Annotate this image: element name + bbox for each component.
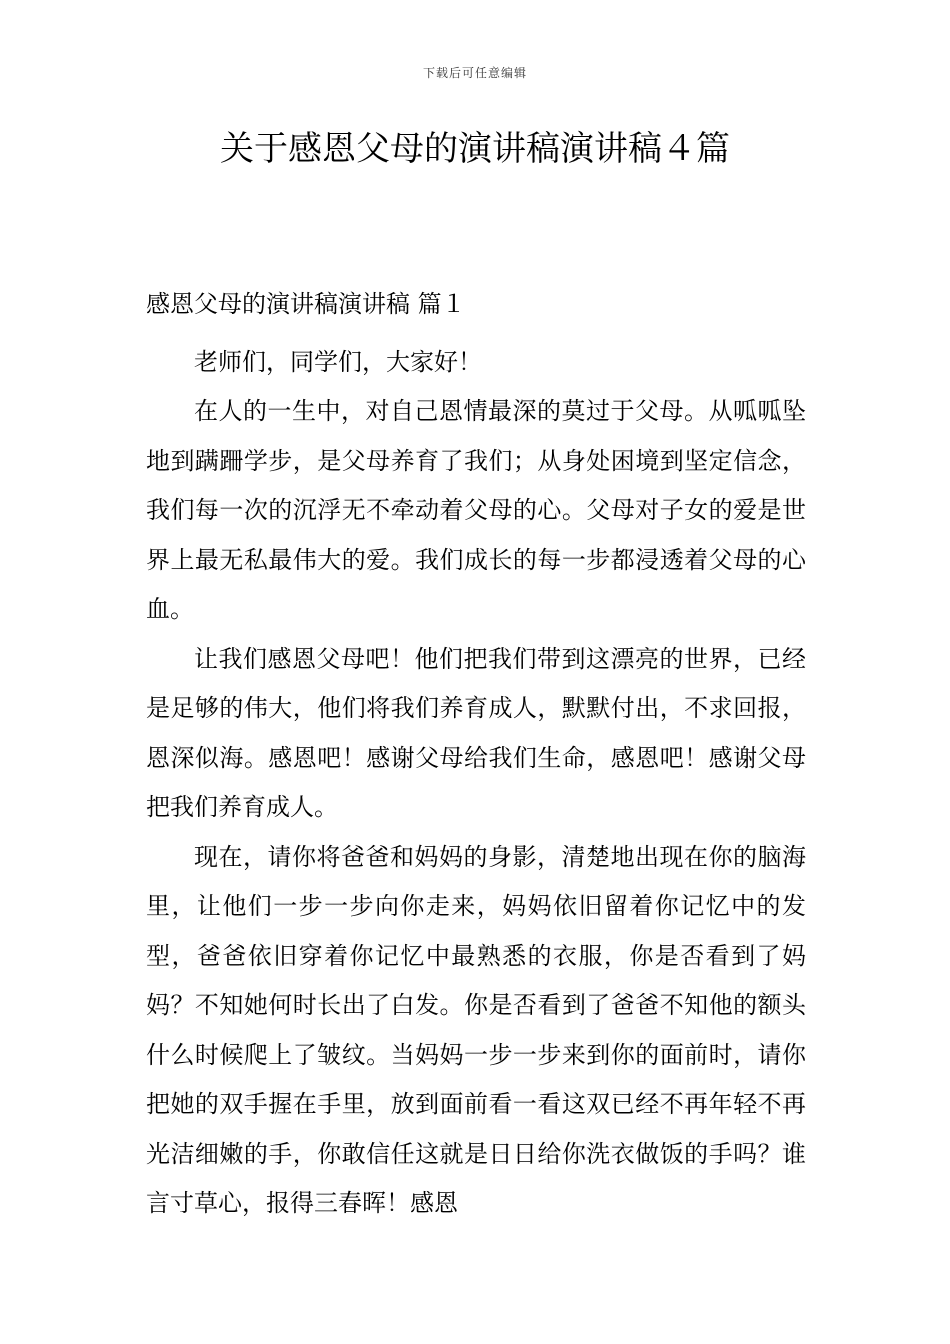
- paragraph-3: 现在，请你将爸爸和妈妈的身影，清楚地出现在你的脑海里，让他们一步一步向你走来，妈妈依旧留着你记忆中的发型，爸爸依旧穿着你记忆中最熟悉的衣服，你是否看到了妈妈？不知她何时长出了白发。你是否看到了爸爸不知他的额头什么时候爬上了皱纹。当妈妈一步一步来到你的面前时，请你把她的双手握在手里，放到面前看一看这双已经不再年轻不再光洁细嫩的手，你敢信任这就是日日给你洗衣做饭的手吗？谁言寸草心，报得三春晖！感恩: [146, 842, 806, 1217]
- paragraph-greeting: 老师们，同学们，大家好！: [194, 347, 482, 376]
- header-note: 下载后可任意编辑: [422, 66, 527, 80]
- paragraph-1: 在人的一生中，对自己恩情最深的莫过于父母。从呱呱坠地到蹒跚学步，是父母养育了我们；从身处困境到坚定信念，我们每一次的沉浮无不牵动着父母的心。父母对子女的爱是世界上最无私最伟大的爱。我们成长的每一步都浸透着父母的心血。: [146, 397, 806, 623]
- document-body: [146, 280, 806, 1229]
- document-title: 关于感恩父母的演讲稿演讲稿４篇: [220, 129, 730, 169]
- paragraph-2: 让我们感恩父母吧！他们把我们带到这漂亮的世界，已经是足够的伟大，他们将我们养育成人，默默付出，不求回报，恩深似海。感恩吧！感谢父母给我们生命，感恩吧！感谢父母把我们养育成人。: [146, 644, 806, 821]
- section-heading: 感恩父母的演讲稿演讲稿 篇１: [146, 290, 466, 318]
